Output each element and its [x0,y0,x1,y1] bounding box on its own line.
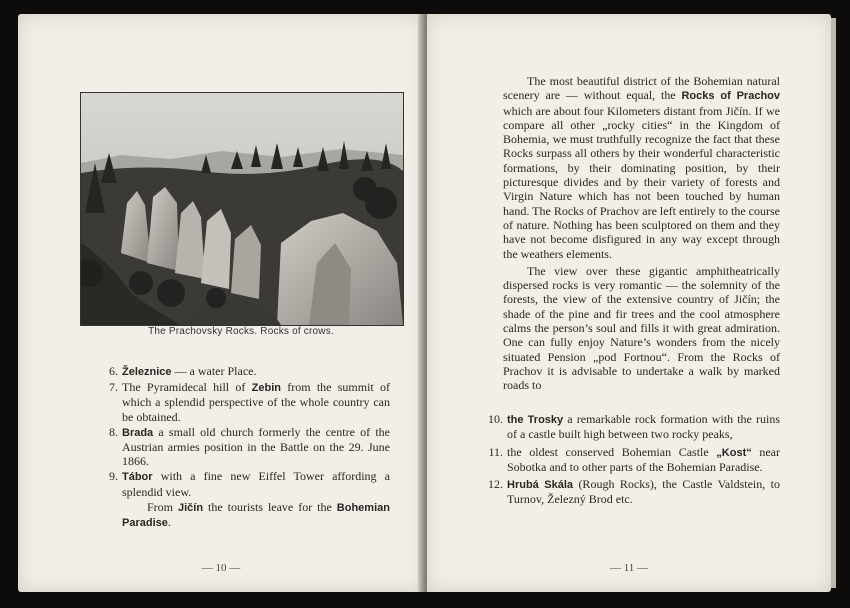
item-text: a remarkable rock formation with the ruins of a castle built high between two rocky peaks, [507,412,780,442]
item-keyword: Brada [122,426,154,439]
para1-pre: The most beautiful district of the Bohemian natural scenery are — without equal, the [503,74,780,103]
item-number: 10. [488,412,503,426]
item-text: from the summit of which a splendid perspective of the whole country can be obtained. [122,380,390,424]
item-text-pre: The Pyramidecal hill of [122,380,252,395]
left-list [100,364,390,530]
closing-mid: the tourists leave for the [203,499,337,514]
item-keyword: Tábor [122,471,153,484]
right-page [427,14,831,592]
item-number: 9. [109,469,118,484]
item-keyword: Zebin [251,382,281,395]
list-item [483,477,780,507]
item-text: a small old church formerly the centre of the Austrian armies position in the Battle on the 29. June 1866. [122,424,390,469]
left-page [18,14,424,592]
list-item [100,364,390,379]
rocks-illustration [81,93,403,325]
item-text: with a fine new Eiffel Tower affording a splendid view. [122,469,390,499]
list-item [100,380,390,424]
page-number-right: — 11 — [609,562,649,574]
item-text-pre: the oldest conserved Bohemian Castle [507,444,717,459]
page-number-left: — 10 — [201,562,241,574]
prachovsky-rocks-photo [80,92,404,326]
item-keyword: the Trosky [507,414,564,426]
closing-post: . [167,515,171,530]
item-keyword: „Kost“ [716,446,752,459]
list-item [483,445,780,475]
item-text: (Rough Rocks), the Castle Valdstein, to Turnov, Železný Brod etc. [507,477,780,507]
paragraph-1 [503,74,780,261]
item-keyword: Hrubá Skála [507,479,574,492]
item-number: 12. [488,477,503,492]
item-text: — a water Place. [171,364,257,378]
para1-keyword: Rocks of Prachov [681,90,781,103]
closing-pre: From [147,499,178,514]
paragraph-2: The view over these gigantic amphitheatrically dispersed rocks is very romantic — the solemnity of the forests, the view of the extensive country of Jičín; the shade of the pine and fir trees and the cool atmosphere calms the person’s soul and fills it with great admiration. One can fully enjoy Nature’s wonders from the nicely situated Pension „pod Fortnou“. From the Rocks of Prachov it is advisable to undertake a walk by marked roads to [503,263,780,393]
item-text: near Sobotka and to other parts of the Bohemian Paradise. [507,444,780,474]
para1-post: which are about four Kilometers distant from Jičín. If we compare all other „rocky cities“ in the Kingdom of Bohemia, we must truthfully recognize the fact that these Rocks surpass all others by their wonderful characteristic formations, by their dominating position, by their picturesque divides and by their variety of forests and Virgin Nature which has not been touched by human hand. The Rocks of Prachov are left entirely to the course of nature. Nothing has been sculptored on them and they have not become disfigured in any way except through the weathers elements. [503,103,780,261]
item-number: 7. [109,380,118,395]
list-item [100,425,390,469]
list-item [483,412,780,442]
list-item [100,469,390,498]
item-number: 6. [109,364,118,378]
photo-caption: The Prachovsky Rocks. Rocks of crows. [148,326,334,337]
closing-paragraph [100,500,390,530]
right-list [483,412,780,510]
item-number: 11. [488,444,503,459]
item-keyword: Železnice [122,366,172,378]
closing-keyword-paradise: Bohemian Paradise [122,501,390,530]
page-edge [831,18,836,588]
closing-keyword-jicin: Jičín [177,501,204,514]
right-text-body [503,74,780,396]
item-number: 8. [109,424,118,439]
